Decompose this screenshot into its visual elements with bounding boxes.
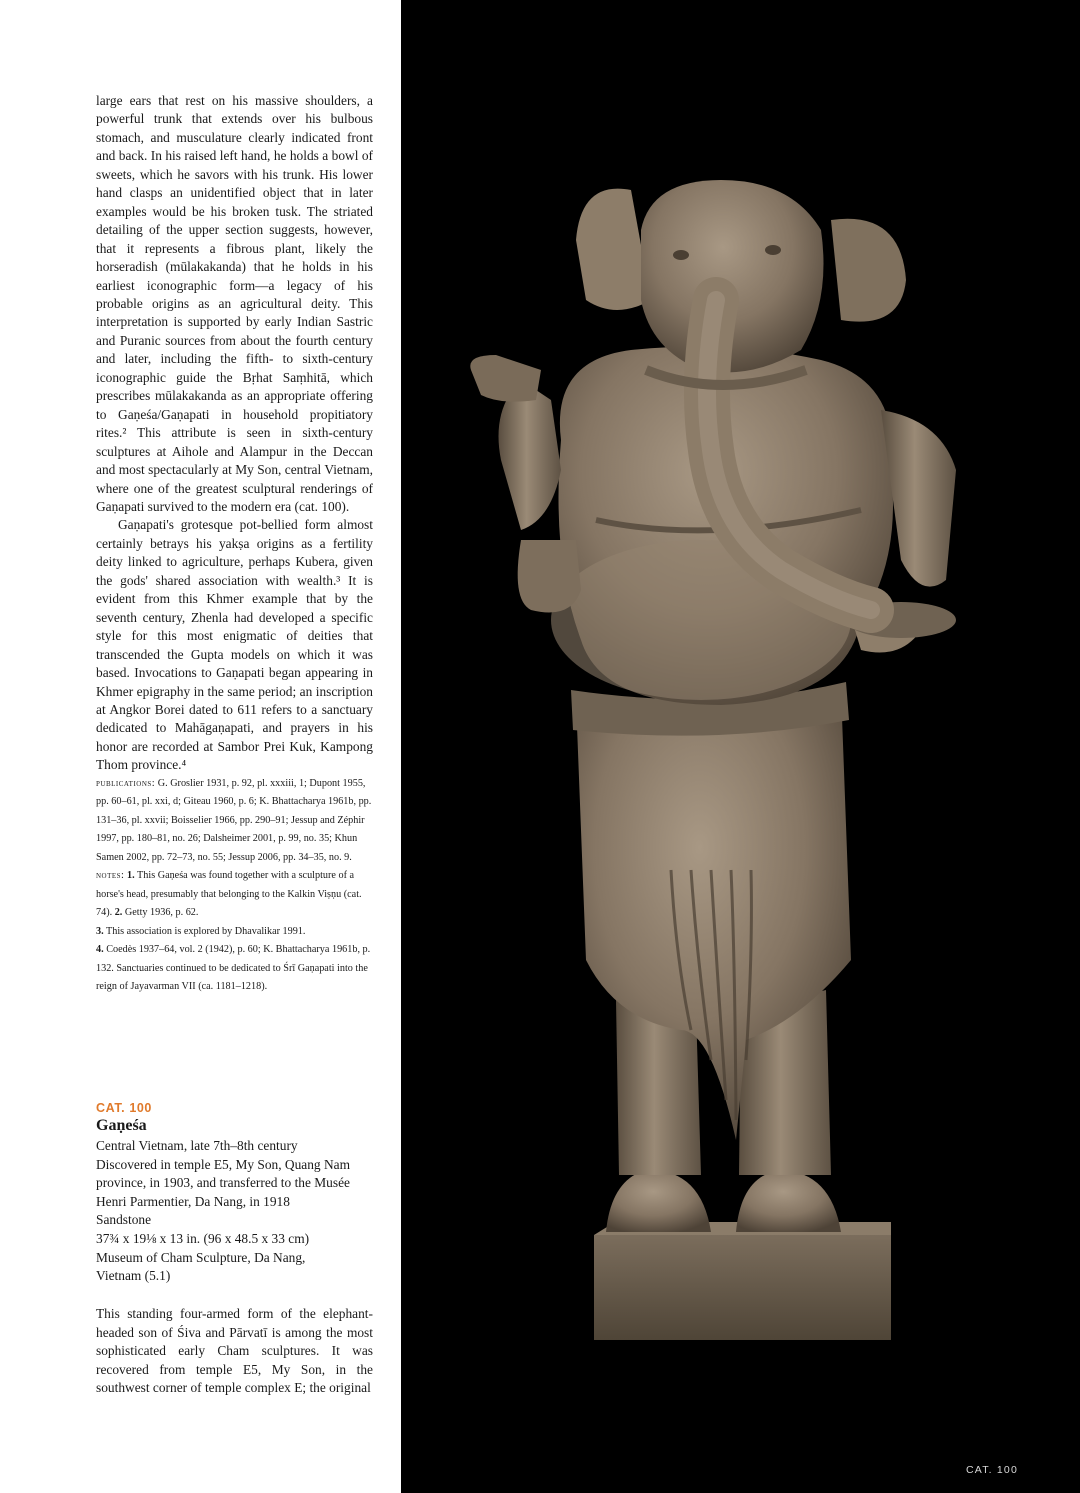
caption-line: Central Vietnam, late 7th–8th century	[96, 1138, 298, 1153]
caption-line: Vietnam (5.1)	[96, 1268, 171, 1284]
caption-line: Discovered in temple E5, My Son, Quang Nam	[96, 1156, 351, 1172]
note-1-number: 1.	[127, 870, 135, 882]
notes-block	[96, 867, 373, 997]
pedestal	[594, 1222, 891, 1340]
note-4-text: Coedès 1937–64, vol. 2 (1942), p. 60; K. Bhattacharya 1961b, p. 132. Sanctuaries continued to be dedicated to Śrī Gaṇapati into the reign of Jayavarman VII (ca. 1181–1218).	[96, 944, 371, 993]
catalog-number-corner: CAT. 100	[965, 1464, 1018, 1476]
note-2-number: 2.	[114, 907, 123, 919]
main-text-column	[96, 92, 373, 997]
publications-block	[96, 775, 373, 868]
description-paragraph: This standing four-armed form of the elephant-headed son of Śiva and Pārvatī is among the most sophisticated early Cham sculptures. It was recovered from temple E5, My Son, in the southwest corner of temple complex E; the original	[96, 1306, 373, 1396]
caption-line: 37¾ x 19⅛ x 13 in. (96 x 48.5 x 33 cm)	[96, 1230, 310, 1246]
publications-label: publications:	[96, 777, 156, 789]
caption-line: Sandstone	[96, 1212, 152, 1228]
note-3-number: 3.	[96, 925, 104, 937]
ganesha-sculpture-illustration	[401, 0, 1080, 1493]
catalog-caption	[96, 1137, 386, 1286]
notes-label: notes:	[96, 870, 125, 882]
note-1-text: This Gaṇeśa was found together with a sculpture of a horse's head, presumably that belonging to the Kalkin Viṣṇu (cat. 74).	[96, 870, 362, 919]
caption-line: Henri Parmentier, Da Nang, in 1918	[96, 1193, 290, 1209]
body-paragraph-1: large ears that rest on his massive shoulders, a powerful trunk that extends over his bulbous stomach, and musculature clearly indicated front and back. In his raised left hand, he holds a bowl of sweets, which he savors with his trunk. His lower hand clasps an unidentified object that in later examples would be his broken tusk. The striated detailing of the upper section suggests, however, that it represents a fibrous plant, likely the horseradish (mūlakakanda) that he holds in his earliest iconographic form—a legacy of his probable origins as an agricultural deity. This interpretation is supported by early Indian Sastric and Puranic sources from about the fourth century and later, including the fifth- to sixth-century iconographic guide the Bṛhat Saṃhitā, which prescribes mūlakakanda as an appropriate offering to Gaṇeśa/Gaṇapati in household propitiatory rites.² This attribute is seen in sixth-century sculptures at Aihole and Alampur in the Deccan and most spectacularly at My Son, central Vietnam, where one of the greatest sculptural renderings of Gaṇapati survived to the modern era (cat. 100).	[96, 93, 373, 514]
raised-left-arm	[470, 355, 561, 530]
note-4-number: 4.	[96, 944, 104, 956]
caption-line: province, in 1903, and transferred to the Musée	[96, 1175, 350, 1191]
note-2-text: Getty 1936, p. 62.	[124, 907, 199, 919]
body-paragraph-2: Gaṇapati's grotesque pot-bellied form almost certainly betrays his yakṣa origins as a fertility deity linked to agriculture, perhaps Kubera, given the gods' shared association with wealth.³ It is evident from this Khmer example that by the seventh century, Zhenla had developed a specific style for this most enigmatic of deities that transcended the Gupta models on which it was based. Invocations to Gaṇapati began appearing in Khmer epigraphy in the same period; an inscription at Angkor Borei dated to 611 refers to a sanctuary dedicated to Mahāgaṇapati, and prayers in his honor are recorded at Sambor Prei Kuk, Kampong Thom province.⁴	[96, 517, 373, 773]
catalog-title: Gaṇeśa	[96, 1117, 147, 1134]
body-text	[96, 92, 373, 775]
publications-text: G. Groslier 1931, p. 92, pl. xxxiii, 1; Dupont 1955, pp. 60–61, pl. xxi, d; Giteau 1960, p. 6; K. Bhattacharya 1961b, pp. 131–36, pl. xxvii; Boisselier 1966, pp. 290–91; Jessup and Zéphir 1997, pp. 180–81, no. 26; Dalsheimer 2001, p. 99, no. 35; Khun Samen 2002, pp. 72–73, no. 55; Jessup 2006, pp. 34–35, no. 9.	[96, 777, 372, 863]
note-3-text: This association is explored by Dhavalikar 1991.	[106, 925, 306, 937]
catalog-number: CAT. 100	[96, 1101, 152, 1115]
sculpture-photo	[401, 0, 1080, 1493]
caption-line: Museum of Cham Sculpture, Da Nang,	[96, 1249, 306, 1265]
lower-left-arm	[518, 540, 581, 613]
